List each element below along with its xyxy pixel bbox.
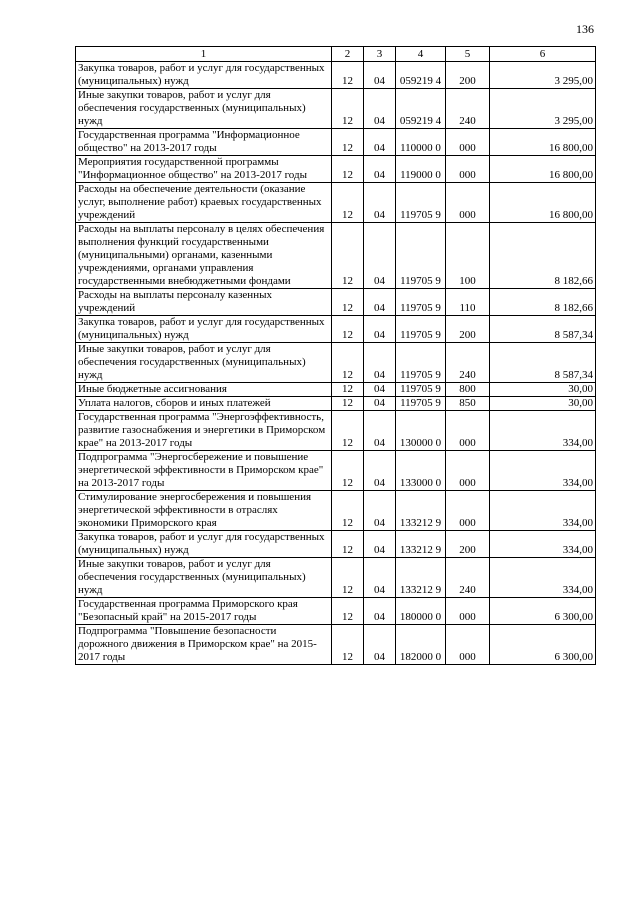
cell-name: Государственная программа "Энергоэффективность, развитие газоснабжения и энергетики в Приморском крае" на 2013-2017 годы [76, 411, 332, 451]
cell-subsection: 04 [364, 531, 396, 558]
cell-subsection: 04 [364, 62, 396, 89]
cell-expense-type: 000 [446, 183, 490, 223]
cell-target-article: 133212 9 [396, 558, 446, 598]
cell-expense-type: 200 [446, 316, 490, 343]
cell-section: 12 [332, 558, 364, 598]
cell-name: Закупка товаров, работ и услуг для государственных (муниципальных) нужд [76, 62, 332, 89]
cell-expense-type: 000 [446, 625, 490, 665]
cell-section: 12 [332, 343, 364, 383]
cell-target-article: 119705 9 [396, 223, 446, 289]
cell-expense-type: 100 [446, 223, 490, 289]
table-row [76, 451, 596, 491]
cell-amount: 6 300,00 [490, 598, 596, 625]
cell-expense-type: 800 [446, 383, 490, 397]
cell-name: Закупка товаров, работ и услуг для государственных (муниципальных) нужд [76, 531, 332, 558]
cell-name: Иные закупки товаров, работ и услуг для обеспечения государственных (муниципальных) нужд [76, 89, 332, 129]
cell-expense-type: 000 [446, 598, 490, 625]
cell-section: 12 [332, 183, 364, 223]
cell-name: Иные бюджетные ассигнования [76, 383, 332, 397]
cell-section: 12 [332, 89, 364, 129]
table-row [76, 129, 596, 156]
cell-target-article: 119705 9 [396, 383, 446, 397]
cell-expense-type: 000 [446, 451, 490, 491]
cell-expense-type: 200 [446, 62, 490, 89]
cell-target-article: 059219 4 [396, 89, 446, 129]
table-row [76, 383, 596, 397]
column-header: 2 [332, 47, 364, 62]
cell-name: Подпрограмма "Энергосбережение и повышение энергетической эффективности в Приморском крае" на 2013-2017 годы [76, 451, 332, 491]
cell-name: Государственная программа Приморского края "Безопасный край" на 2015-2017 годы [76, 598, 332, 625]
cell-amount: 30,00 [490, 397, 596, 411]
cell-section: 12 [332, 451, 364, 491]
cell-target-article: 180000 0 [396, 598, 446, 625]
cell-amount: 8 182,66 [490, 223, 596, 289]
cell-subsection: 04 [364, 411, 396, 451]
cell-section: 12 [332, 531, 364, 558]
table-row [76, 223, 596, 289]
cell-section: 12 [332, 62, 364, 89]
column-header: 1 [76, 47, 332, 62]
cell-subsection: 04 [364, 183, 396, 223]
cell-subsection: 04 [364, 397, 396, 411]
cell-target-article: 119705 9 [396, 343, 446, 383]
cell-section: 12 [332, 397, 364, 411]
cell-expense-type: 200 [446, 531, 490, 558]
cell-section: 12 [332, 491, 364, 531]
cell-amount: 8 182,66 [490, 289, 596, 316]
cell-section: 12 [332, 625, 364, 665]
page-number: 136 [576, 22, 594, 36]
cell-subsection: 04 [364, 598, 396, 625]
cell-amount: 6 300,00 [490, 625, 596, 665]
cell-expense-type: 110 [446, 289, 490, 316]
cell-section: 12 [332, 383, 364, 397]
cell-expense-type: 240 [446, 343, 490, 383]
table-row [76, 598, 596, 625]
column-header: 4 [396, 47, 446, 62]
cell-subsection: 04 [364, 316, 396, 343]
cell-expense-type: 000 [446, 411, 490, 451]
cell-subsection: 04 [364, 558, 396, 598]
cell-expense-type: 000 [446, 491, 490, 531]
cell-subsection: 04 [364, 451, 396, 491]
table-row [76, 343, 596, 383]
cell-target-article: 133212 9 [396, 531, 446, 558]
table-row [76, 625, 596, 665]
cell-name: Подпрограмма "Повышение безопасности дорожного движения в Приморском крае" на 2015-2017 годы [76, 625, 332, 665]
cell-subsection: 04 [364, 223, 396, 289]
cell-section: 12 [332, 223, 364, 289]
table-row [76, 62, 596, 89]
cell-expense-type: 240 [446, 558, 490, 598]
cell-expense-type: 000 [446, 156, 490, 183]
cell-section: 12 [332, 411, 364, 451]
cell-name: Иные закупки товаров, работ и услуг для обеспечения государственных (муниципальных) нужд [76, 343, 332, 383]
cell-target-article: 119000 0 [396, 156, 446, 183]
cell-name: Государственная программа "Информационное общество" на 2013-2017 годы [76, 129, 332, 156]
cell-target-article: 130000 0 [396, 411, 446, 451]
cell-expense-type: 000 [446, 129, 490, 156]
budget-table [75, 46, 596, 665]
cell-expense-type: 240 [446, 89, 490, 129]
cell-amount: 16 800,00 [490, 183, 596, 223]
cell-target-article: 133212 9 [396, 491, 446, 531]
cell-target-article: 133000 0 [396, 451, 446, 491]
cell-amount: 3 295,00 [490, 89, 596, 129]
table-row [76, 316, 596, 343]
table-row [76, 411, 596, 451]
cell-subsection: 04 [364, 625, 396, 665]
cell-name: Уплата налогов, сборов и иных платежей [76, 397, 332, 411]
cell-target-article: 182000 0 [396, 625, 446, 665]
table-header-row [76, 47, 596, 62]
cell-name: Расходы на обеспечение деятельности (оказание услуг, выполнение работ) краевых государственных учреждений [76, 183, 332, 223]
cell-subsection: 04 [364, 383, 396, 397]
cell-name: Закупка товаров, работ и услуг для государственных (муниципальных) нужд [76, 316, 332, 343]
budget-table-body [76, 47, 596, 665]
cell-name: Расходы на выплаты персоналу казенных учреждений [76, 289, 332, 316]
cell-subsection: 04 [364, 343, 396, 383]
cell-subsection: 04 [364, 491, 396, 531]
cell-name: Мероприятия государственной программы "Информационное общество" на 2013-2017 годы [76, 156, 332, 183]
cell-amount: 3 295,00 [490, 62, 596, 89]
table-row [76, 397, 596, 411]
cell-subsection: 04 [364, 129, 396, 156]
table-row [76, 183, 596, 223]
cell-amount: 334,00 [490, 531, 596, 558]
cell-target-article: 119705 9 [396, 183, 446, 223]
cell-amount: 16 800,00 [490, 129, 596, 156]
column-header: 3 [364, 47, 396, 62]
cell-amount: 334,00 [490, 451, 596, 491]
cell-target-article: 119705 9 [396, 397, 446, 411]
table-row [76, 89, 596, 129]
column-header: 6 [490, 47, 596, 62]
cell-expense-type: 850 [446, 397, 490, 411]
cell-section: 12 [332, 156, 364, 183]
cell-subsection: 04 [364, 89, 396, 129]
cell-section: 12 [332, 598, 364, 625]
cell-amount: 30,00 [490, 383, 596, 397]
cell-section: 12 [332, 129, 364, 156]
cell-section: 12 [332, 316, 364, 343]
cell-amount: 16 800,00 [490, 156, 596, 183]
cell-amount: 8 587,34 [490, 343, 596, 383]
cell-subsection: 04 [364, 289, 396, 316]
cell-target-article: 119705 9 [396, 289, 446, 316]
cell-target-article: 110000 0 [396, 129, 446, 156]
cell-amount: 334,00 [490, 491, 596, 531]
cell-name: Расходы на выплаты персоналу в целях обеспечения выполнения функций государственными (муниципальными) органами, казенными учреждениями, органами управления государственными внебюджетными фондами [76, 223, 332, 289]
table-row [76, 558, 596, 598]
table-row [76, 531, 596, 558]
table-row [76, 491, 596, 531]
table-row [76, 289, 596, 316]
cell-amount: 334,00 [490, 558, 596, 598]
cell-section: 12 [332, 289, 364, 316]
table-row [76, 156, 596, 183]
cell-amount: 8 587,34 [490, 316, 596, 343]
cell-target-article: 059219 4 [396, 62, 446, 89]
cell-subsection: 04 [364, 156, 396, 183]
cell-name: Иные закупки товаров, работ и услуг для обеспечения государственных (муниципальных) нужд [76, 558, 332, 598]
cell-target-article: 119705 9 [396, 316, 446, 343]
cell-name: Стимулирование энергосбережения и повышения энергетической эффективности в отраслях экономики Приморского края [76, 491, 332, 531]
column-header: 5 [446, 47, 490, 62]
cell-amount: 334,00 [490, 411, 596, 451]
